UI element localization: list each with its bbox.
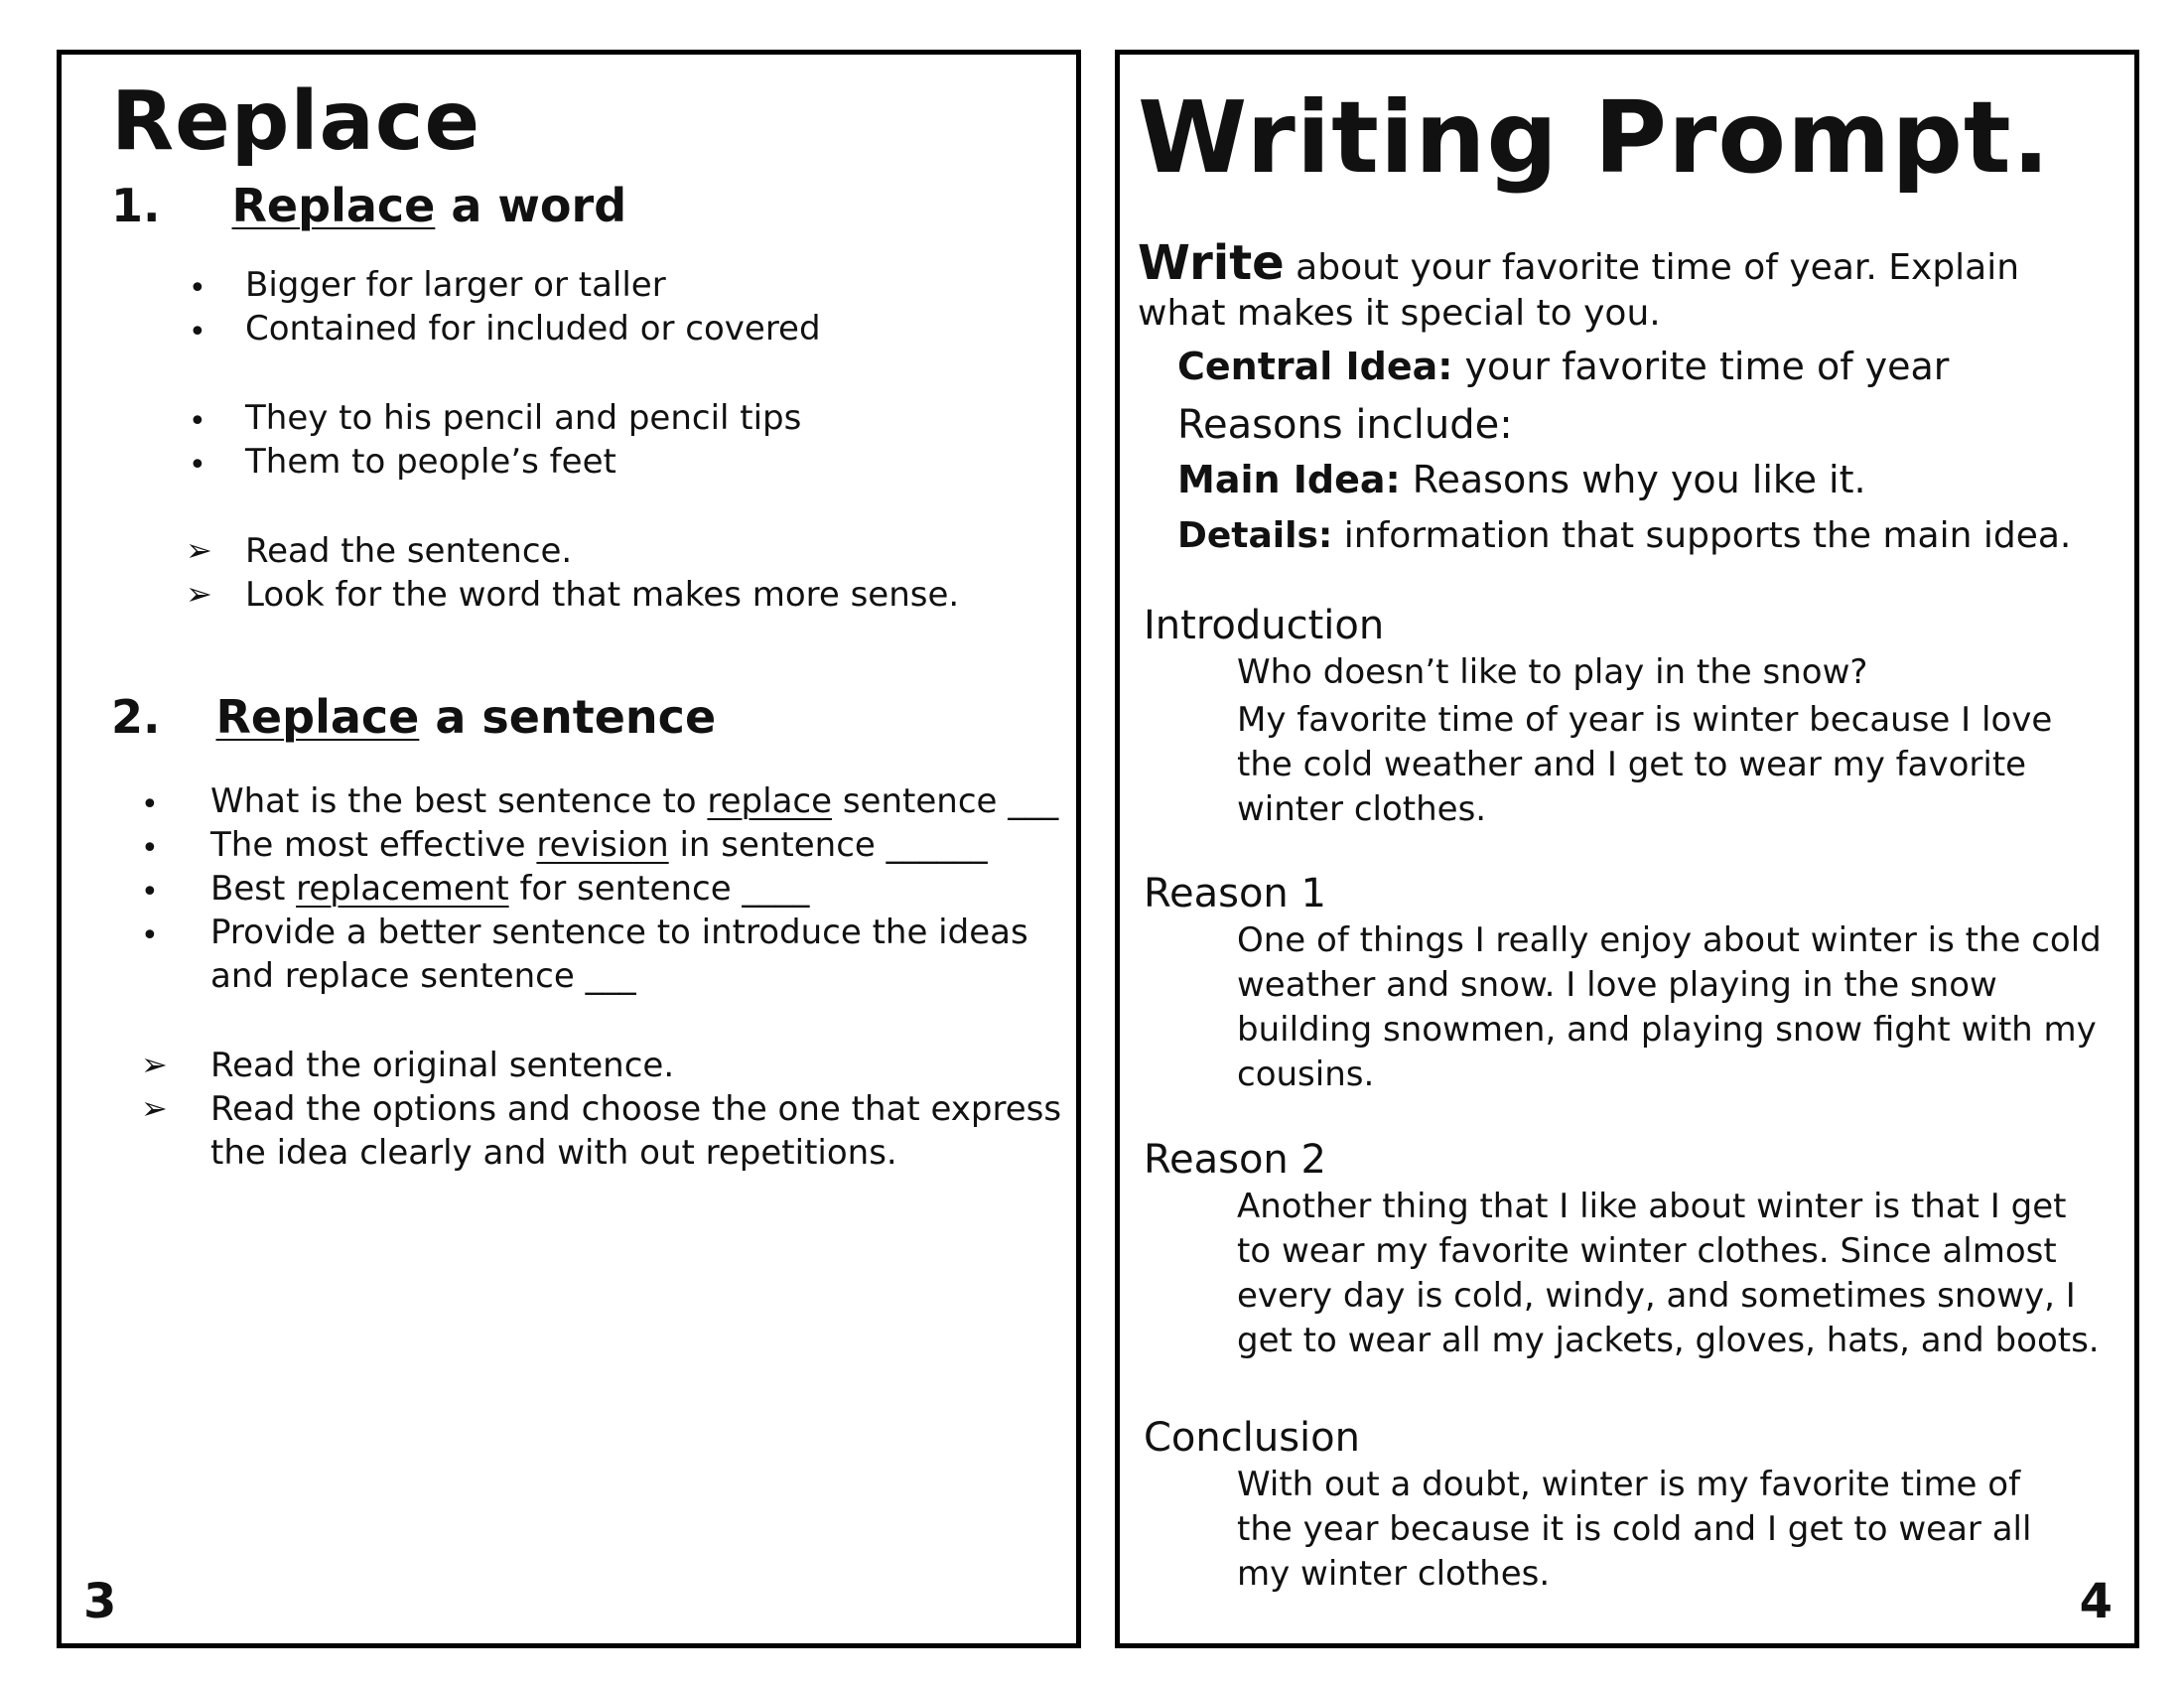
left-page xyxy=(57,50,1081,1648)
central-idea xyxy=(1177,345,1949,388)
heading-underlined: Replace xyxy=(231,179,436,232)
reasons-include: Reasons include: xyxy=(1177,402,1513,448)
underlined-word: replace xyxy=(707,781,833,821)
underlined-word: replacement xyxy=(296,869,509,909)
value: Reasons why you like it. xyxy=(1400,458,1866,501)
reason-2-paragraph: Another thing that I like about winter is that I get to wear my favorite winter clothes. Since almost every day is cold, windy, and sometimes snowy, I get to wear all my jackets, gloves, hats, and boots. xyxy=(1237,1187,2100,1360)
bullet-icon: • xyxy=(141,875,159,910)
main-idea xyxy=(1177,458,1866,501)
conclusion-paragraph: With out a doubt, winter is my favorite time of the year because it is cold and I get to wear all my winter clothes. xyxy=(1237,1465,2032,1594)
value: information that supports the main idea. xyxy=(1332,515,2072,556)
page-title: Writing Prompt. xyxy=(1138,79,2051,196)
heading-rest: a sentence xyxy=(419,690,717,744)
heading-rest: a word xyxy=(435,179,627,232)
arrow-icon: ➢ xyxy=(186,531,212,569)
underlined-word: revision xyxy=(536,825,669,865)
list-item: Contained for included or covered xyxy=(245,309,821,349)
heading-underlined: Replace xyxy=(215,690,420,744)
list-item: Provide a better sentence to introduce the ideas xyxy=(210,913,1028,952)
arrow-icon: ➢ xyxy=(141,1089,168,1127)
step-item-continued: the idea clearly and with out repetitions. xyxy=(210,1133,897,1173)
value: your favorite time of year xyxy=(1452,345,1950,388)
reason-1-heading: Reason 1 xyxy=(1144,871,1326,916)
reason-1-paragraph: One of things I really enjoy about winter is the cold weather and snow. I love playing in the snow building snowmen, and playing snow fight with my cousins. xyxy=(1237,920,2102,1094)
text: in sentence ______ xyxy=(668,825,988,865)
list-item: They to his pencil and pencil tips xyxy=(245,398,802,438)
page-number: 4 xyxy=(2079,1574,2113,1629)
bullet-icon: • xyxy=(141,787,159,822)
label: Central Idea: xyxy=(1177,345,1453,388)
text: Best xyxy=(210,869,297,909)
text: sentence ___ xyxy=(832,781,1059,821)
list-item xyxy=(210,779,1058,824)
label: Details: xyxy=(1177,515,1333,556)
introduction-paragraph: My favorite time of year is winter because I love the cold weather and I get to wear my favorite winter clothes. xyxy=(1237,700,2053,829)
list-item-continued: and replace sentence ___ xyxy=(210,956,636,996)
page-number: 3 xyxy=(83,1574,117,1629)
bullet-icon: • xyxy=(189,271,206,306)
bullet-icon: • xyxy=(141,918,159,953)
bullet-icon: • xyxy=(189,315,206,350)
page-title: Replace xyxy=(111,74,481,169)
arrow-icon: ➢ xyxy=(186,575,212,613)
text: The most effective xyxy=(210,825,537,865)
list-item xyxy=(210,823,988,868)
bullet-icon: • xyxy=(189,404,206,439)
prompt-line-2: what makes it special to you. xyxy=(1138,293,1661,334)
bullet-icon: • xyxy=(189,448,206,483)
prompt-line-1 xyxy=(1138,235,2019,291)
reason-2-heading: Reason 2 xyxy=(1144,1137,1326,1183)
section-number: 1. xyxy=(111,179,161,232)
step-item: Read the sentence. xyxy=(245,531,573,571)
section-2-heading xyxy=(111,690,716,744)
step-item: Look for the word that makes more sense. xyxy=(245,575,960,615)
details xyxy=(1177,515,2071,556)
step-item: Read the original sentence. xyxy=(210,1046,675,1085)
list-item: Them to people’s feet xyxy=(245,442,616,482)
arrow-icon: ➢ xyxy=(141,1046,168,1083)
text: What is the best sentence to xyxy=(210,781,708,821)
text: for sentence ____ xyxy=(508,869,810,909)
right-page xyxy=(1115,50,2139,1648)
introduction-hook: Who doesn’t like to play in the snow? xyxy=(1237,652,1868,692)
conclusion-heading: Conclusion xyxy=(1144,1415,1360,1461)
section-1-heading xyxy=(111,179,626,232)
step-item: Read the options and choose the one that express xyxy=(210,1089,1062,1129)
bullet-icon: • xyxy=(141,831,159,866)
section-number: 2. xyxy=(111,690,161,744)
introduction-heading: Introduction xyxy=(1144,603,1385,648)
prompt-lead: Write xyxy=(1138,235,1285,291)
list-item xyxy=(210,867,809,912)
label: Main Idea: xyxy=(1177,458,1401,501)
list-item: Bigger for larger or taller xyxy=(245,265,666,305)
prompt-text: about your favorite time of year. Explain xyxy=(1284,247,2020,288)
